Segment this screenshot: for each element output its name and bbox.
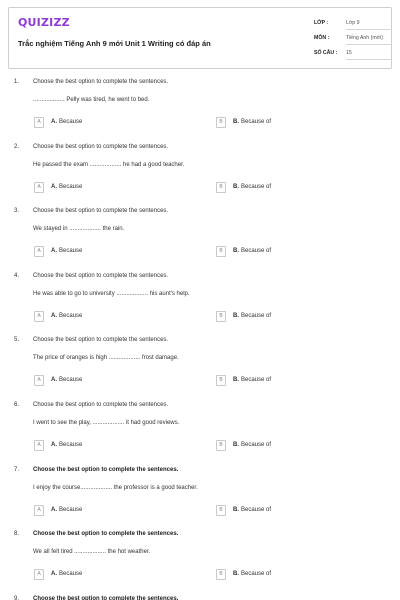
option-b-label [233,377,271,383]
option-b-letter: B. [233,441,239,448]
question-sentence: I enjoy the course................... the professor is a good teacher. [33,484,198,491]
option-a-label [51,119,82,125]
question-number: 8. [14,531,20,538]
question-item [0,465,400,530]
option-b-checkbox[interactable]: B [216,311,226,322]
meta-key: SỐ CÂU : [314,50,338,56]
option-b-text: Because of [241,377,272,384]
option-a-checkbox[interactable]: A [34,117,44,128]
option-b-letter: B. [233,248,239,255]
question-item [0,77,400,142]
question-prompt: Choose the best option to complete the sentences. [33,79,169,85]
option-a-label [51,248,82,254]
option-a-label [51,442,82,448]
question-prompt: Choose the best option to complete the sentences. [33,401,169,408]
option-a-label [51,313,82,319]
option-a-letter: A. [51,119,57,125]
option-a-checkbox[interactable]: A [34,440,44,451]
question-list [0,77,400,600]
option-a-letter: A. [51,377,57,384]
option-b-label [233,442,271,448]
question-sentence: We all felt tired ................... the hot weather. [33,549,151,556]
question-item [0,142,400,207]
option-b-letter: B. [233,506,239,513]
option-a-label [51,507,82,513]
meta-row-question-count [314,50,392,65]
option-a-text: Because [59,119,83,125]
option-a-letter: A. [51,441,57,448]
option-b-text: Because of [241,506,272,513]
option-b-letter: B. [233,119,239,125]
option-a-label [51,571,82,577]
option-b-checkbox[interactable]: B [216,440,226,451]
option-b-checkbox[interactable]: B [216,569,226,580]
worksheet-title: Trắc nghiệm Tiếng Anh 9 mới Unit 1 Writing có đáp án [18,39,211,48]
option-a-checkbox[interactable]: A [34,246,44,257]
question-prompt: Choose the best option to complete the sentences. [33,531,179,538]
option-a-text: Because [59,377,83,384]
option-b-letter: B. [233,312,239,319]
option-a-checkbox[interactable]: A [34,182,44,193]
question-number: 1. [14,79,20,85]
question-sentence: I went to see the play, ................... it had good reviews. [33,419,180,426]
option-b-checkbox[interactable]: B [216,246,226,257]
question-sentence: We stayed in ................... the rain. [33,226,125,233]
option-b-text: Because of [241,119,272,125]
question-number: 7. [14,466,20,473]
option-b-text: Because of [241,312,272,319]
option-a-letter: A. [51,248,57,255]
meta-value: Tiếng Anh (mới) [346,35,392,45]
option-b-letter: B. [233,571,239,578]
option-b-text: Because of [241,441,272,448]
option-a-checkbox[interactable]: A [34,505,44,516]
option-a-text: Because [59,248,83,255]
question-sentence: The price of oranges is high ................... frost damage. [33,355,179,362]
option-b-label [233,248,271,254]
quizizz-logo[interactable]: QUIZIZZ [18,16,70,29]
option-a-text: Because [59,183,83,190]
question-prompt: Choose the best option to complete the sentences. [33,272,169,279]
question-number: 2. [14,143,20,150]
option-b-letter: B. [233,377,239,384]
option-b-checkbox[interactable]: B [216,505,226,516]
meta-row-subject [314,35,392,50]
option-a-checkbox[interactable]: A [34,569,44,580]
question-sentence: ................... Pelly was tired, he went to bed. [33,97,150,103]
question-number: 5. [14,337,20,344]
option-a-letter: A. [51,183,57,190]
option-a-text: Because [59,441,83,448]
option-b-label [233,313,271,319]
option-a-text: Because [59,506,83,513]
question-prompt: Choose the best option to complete the sentences. [33,337,169,344]
option-b-checkbox[interactable]: B [216,182,226,193]
meta-row-grade [314,20,392,35]
question-item [0,400,400,465]
question-item [0,529,400,594]
option-a-label [51,184,82,190]
option-b-letter: B. [233,183,239,190]
option-b-text: Because of [241,248,272,255]
meta-value: 15 [346,50,392,60]
meta-value: Lớp 9 [346,20,392,30]
option-b-label [233,507,271,513]
option-b-label [233,184,271,190]
option-a-letter: A. [51,571,57,578]
question-prompt: Choose the best option to complete the sentences. [33,595,179,600]
question-sentence: He was able to go to university ................... his aunt's help. [33,290,190,297]
option-b-checkbox[interactable]: B [216,117,226,128]
question-prompt: Choose the best option to complete the sentences. [33,143,169,150]
question-number: 9. [14,595,20,600]
option-b-label [233,571,271,577]
option-b-text: Because of [241,183,272,190]
question-item [0,271,400,336]
option-a-label [51,377,82,383]
question-item [0,206,400,271]
option-a-letter: A. [51,506,57,513]
worksheet-meta [314,20,392,65]
option-a-letter: A. [51,312,57,319]
worksheet-header [8,7,392,69]
question-sentence: He passed the exam ................... he had a good teacher. [33,161,185,168]
option-b-checkbox[interactable]: B [216,375,226,386]
question-number: 6. [14,401,20,408]
option-a-text: Because [59,571,83,578]
meta-key: LỚP : [314,20,329,26]
meta-key: MÔN : [314,35,330,41]
question-number: 3. [14,208,20,215]
question-item [0,594,400,600]
question-number: 4. [14,272,20,279]
option-a-checkbox[interactable]: A [34,311,44,322]
question-prompt: Choose the best option to complete the sentences. [33,208,169,215]
question-prompt: Choose the best option to complete the sentences. [33,466,179,473]
option-a-checkbox[interactable]: A [34,375,44,386]
option-b-text: Because of [241,571,272,578]
question-item [0,335,400,400]
option-b-label [233,119,271,125]
option-a-text: Because [59,312,83,319]
